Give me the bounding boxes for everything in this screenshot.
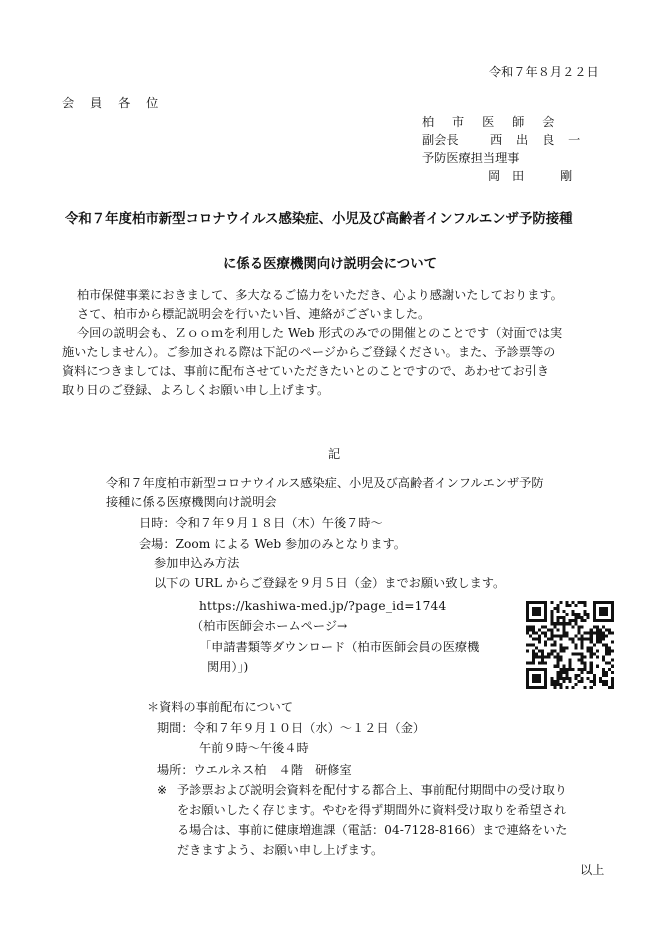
sender-vp-name: 西 出 良 一: [490, 133, 586, 147]
note-line-2: をお願いしたく存じます。やむを得ず期間外に資料受け取りを希望され: [177, 803, 567, 817]
note-line-3: る場合は、事前に健康増進課（電話：04-7128-8166）まで連絡をいた: [177, 823, 568, 837]
distribution-place: 場所：ウエルネス柏 ４階 研修室: [157, 763, 352, 777]
body-line-5: 資料につきましては、事前に配布させていただきたいとのことですので、あわせてお引き: [62, 364, 550, 378]
body-line-3: 今回の説明会も、Ｚｏｏｍを利用した Web 形式のみでの開催とのことです（対面では実: [77, 326, 563, 340]
note-line-4: だきますよう、お願い申し上げます。: [177, 843, 384, 857]
note-mark: ※: [157, 783, 168, 797]
event-datetime: 日時：令和７年９月１８日（木）午後７時～: [139, 516, 383, 530]
sender-director-name: 岡 田 剛: [488, 169, 577, 183]
document-date: 令和７年８月２２日: [489, 65, 599, 79]
note-line-1: 予診票および説明会資料を配付する都合上、事前配付期間中の受け取り: [177, 783, 567, 797]
url-note-line1: （柏市医師会ホームページ→: [191, 619, 348, 633]
url-note-line3: 関用）」): [207, 660, 249, 674]
sender-vp-title: 副会長: [422, 133, 459, 147]
closing-mark: 以上: [580, 863, 605, 877]
apply-heading: 参加申込み方法: [154, 556, 240, 570]
event-name-line1: 令和７年度柏市新型コロナウイルス感染症、小児及び高齢者インフルエンザ予防: [106, 476, 544, 490]
body-line-1: 柏市保健事業におきまして、多大なるご協力をいただき、心より感謝いたしております。: [77, 288, 563, 302]
url-note-line2: 「申請書類等ダウンロード（柏市医師会員の医療機: [199, 640, 480, 654]
registration-url[interactable]: https://kashiwa-med.jp/?page_id=1744: [199, 599, 447, 613]
body-line-4: 施いたしません）。ご参加される際は下記のページからご登録ください。また、予診票等の: [62, 345, 556, 359]
sender-director-title: 予防医療担当理事: [422, 151, 520, 165]
apply-text: 以下の URL からご登録を９月５日（金）までお願い致します。: [154, 576, 506, 590]
event-venue: 会場：Zoom による Web 参加のみとなります。: [139, 537, 406, 551]
document-title-line1: 令和７年度柏市新型コロナウイルス感染症、小児及び高齢者インフルエンザ予防接種: [65, 212, 573, 227]
ki-heading: 記: [328, 447, 341, 461]
distribution-period-line2: 午前９時～午後４時: [199, 741, 309, 755]
document-title-line2: に係る医療機関向け説明会について: [223, 257, 437, 272]
body-line-2: さて、柏市から標記説明会を行いたい旨、連絡がございました。: [77, 307, 431, 321]
sender-organization: 柏 市 医 師 会: [422, 115, 562, 129]
qr-code-icon[interactable]: [526, 601, 614, 689]
distribution-period-line1: 期間：令和７年９月１０日（水）～１２日（金）: [157, 721, 426, 735]
distribution-heading: ＊資料の事前配布について: [147, 700, 294, 714]
body-line-6: 取り日のご登録、よろしくお願い申し上げます。: [62, 383, 330, 397]
addressee: 会 員 各 位: [62, 96, 165, 110]
event-name-line2: 接種に係る医療機関向け説明会: [106, 495, 277, 509]
